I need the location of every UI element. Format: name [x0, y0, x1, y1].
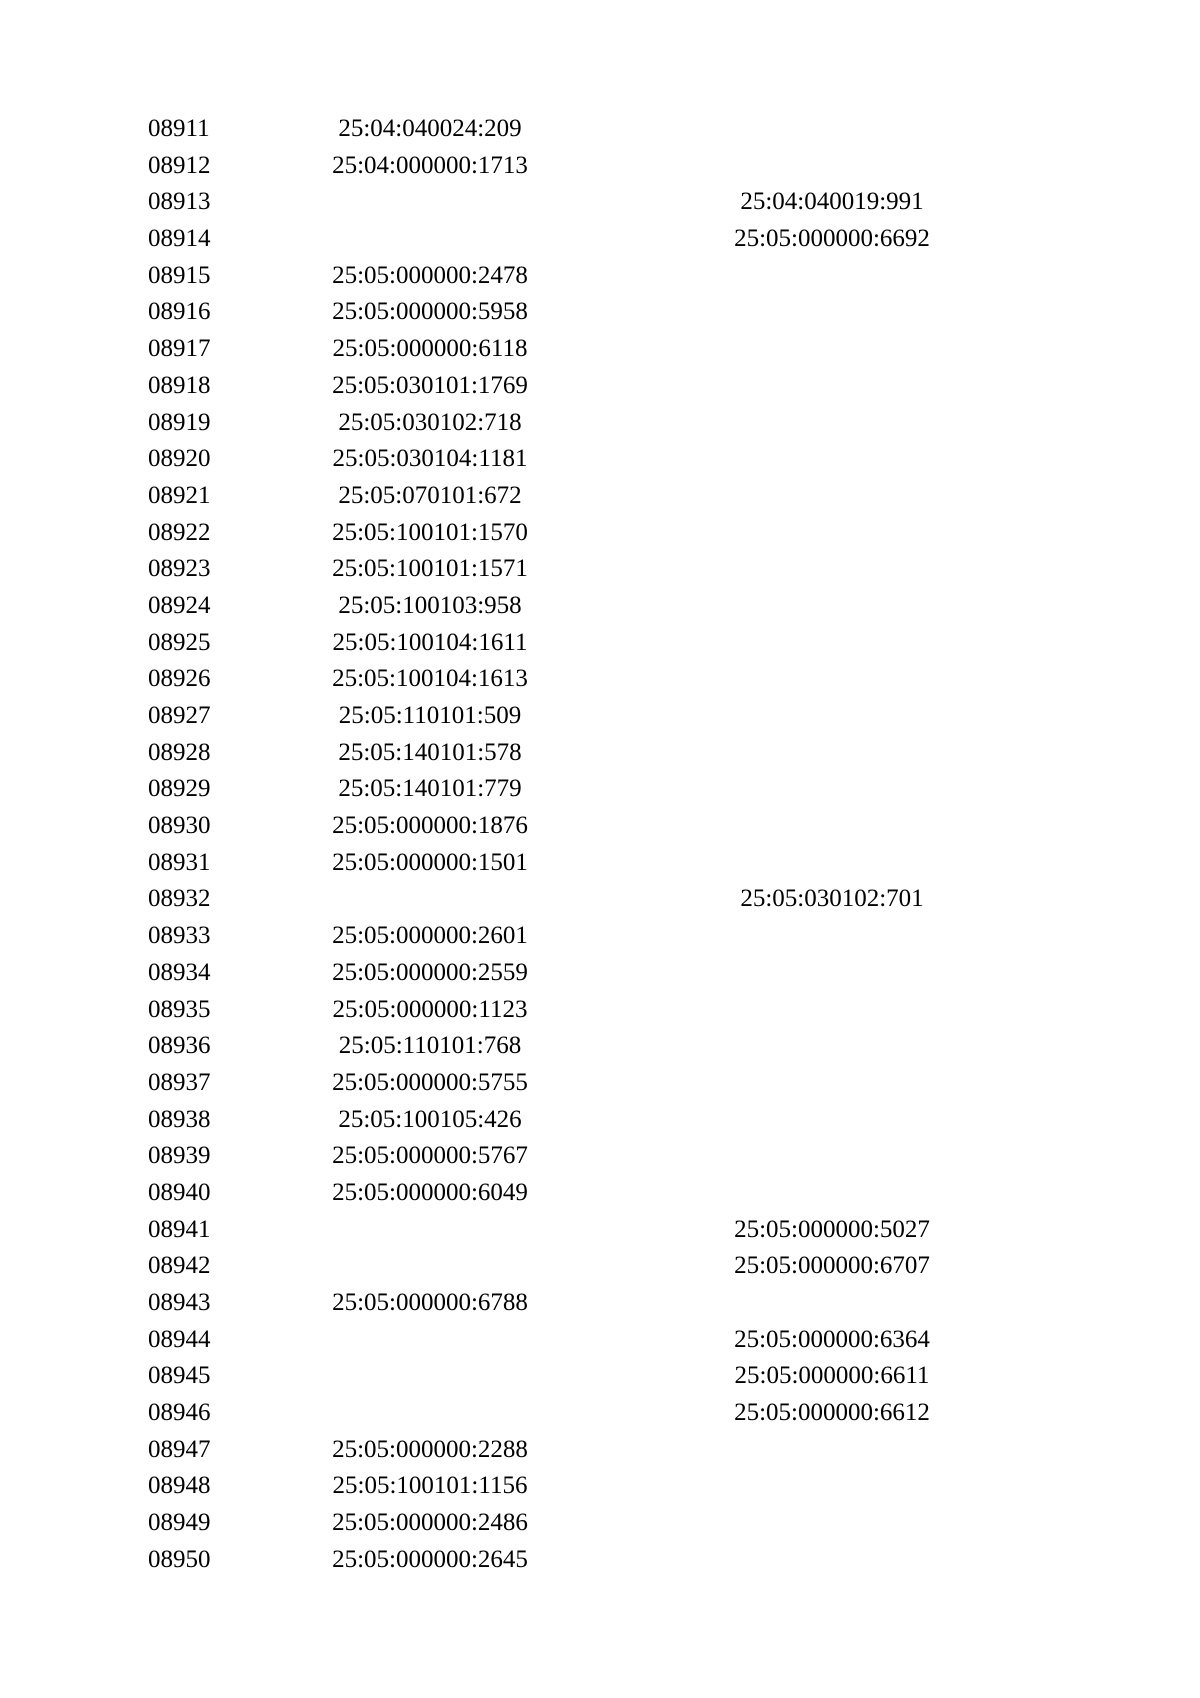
row-number: 08934	[148, 958, 211, 986]
cadastral-number-primary: 25:05:110101:509	[338, 702, 522, 729]
table-row	[0, 184, 1200, 221]
cadastral-number-primary: 25:05:000000:2478	[332, 261, 528, 289]
cadastral-number-secondary: 25:05:000000:6612	[734, 1399, 930, 1427]
table-row	[0, 735, 1200, 772]
row-number: 08930	[148, 812, 211, 840]
row-number: 08912	[148, 151, 211, 179]
row-number: 08924	[148, 591, 211, 619]
row-number: 08919	[148, 408, 211, 436]
table-row	[0, 1542, 1200, 1579]
table-row	[0, 661, 1200, 698]
table-row	[0, 1285, 1200, 1322]
cadastral-number-primary: 25:05:000000:1501	[332, 848, 528, 876]
cadastral-number-primary: 25:05:000000:2601	[332, 922, 528, 950]
cadastral-number-primary: 25:05:100101:1571	[332, 555, 528, 583]
row-number: 08937	[148, 1068, 211, 1096]
cadastral-number-secondary: 25:05:000000:6707	[734, 1252, 930, 1280]
row-number: 08928	[148, 738, 211, 766]
table-row	[0, 771, 1200, 808]
cadastral-number-primary: 25:05:000000:6118	[332, 335, 528, 363]
cadastral-number-primary: 25:05:030102:718	[338, 408, 522, 436]
cadastral-number-primary: 25:05:100101:1570	[332, 518, 528, 546]
row-number: 08915	[148, 261, 211, 289]
row-number: 08933	[148, 922, 211, 950]
table-row	[0, 881, 1200, 918]
cadastral-number-primary: 25:05:110101:768	[338, 1032, 522, 1060]
row-number: 08936	[148, 1032, 211, 1060]
row-number: 08931	[148, 848, 211, 876]
cadastral-number-primary: 25:05:000000:2559	[332, 958, 528, 986]
table-row	[0, 1468, 1200, 1505]
cadastral-number-primary: 25:05:070101:672	[338, 481, 522, 509]
row-number: 08918	[148, 371, 211, 399]
row-number: 08949	[148, 1509, 211, 1537]
table-row	[0, 625, 1200, 662]
row-number: 08938	[148, 1105, 211, 1133]
row-number: 08941	[148, 1215, 211, 1243]
table-row	[0, 845, 1200, 882]
row-number: 08926	[148, 665, 211, 693]
row-number: 08943	[148, 1289, 211, 1316]
cadastral-number-secondary: 25:05:000000:6364	[734, 1325, 930, 1353]
cadastral-number-primary: 25:05:000000:5755	[332, 1068, 528, 1096]
table-row	[0, 955, 1200, 992]
row-number: 08935	[148, 995, 211, 1023]
cadastral-number-primary: 25:05:030101:1769	[332, 371, 528, 399]
cadastral-number-primary: 25:05:140101:779	[338, 775, 522, 803]
row-number: 08916	[148, 298, 211, 326]
cadastral-number-primary: 25:05:140101:578	[338, 738, 522, 766]
cadastral-number-primary: 25:05:000000:6788	[332, 1289, 528, 1316]
record-list	[0, 111, 1200, 1579]
cadastral-number-primary: 25:05:000000:5767	[332, 1142, 528, 1170]
table-row	[0, 551, 1200, 588]
table-row	[0, 515, 1200, 552]
row-number: 08920	[148, 445, 211, 473]
table-row	[0, 221, 1200, 258]
table-row	[0, 148, 1200, 185]
table-row	[0, 1212, 1200, 1249]
table-row	[0, 441, 1200, 478]
row-number: 08946	[148, 1399, 211, 1427]
table-row	[0, 992, 1200, 1029]
row-number: 08927	[148, 702, 211, 729]
row-number: 08917	[148, 335, 211, 363]
cadastral-number-secondary: 25:05:030102:701	[740, 885, 924, 913]
table-row	[0, 258, 1200, 295]
row-number: 08922	[148, 518, 211, 546]
row-number: 08929	[148, 775, 211, 803]
table-row	[0, 368, 1200, 405]
cadastral-number-primary: 25:05:000000:6049	[332, 1178, 528, 1206]
row-number: 08914	[148, 225, 211, 253]
table-row	[0, 405, 1200, 442]
cadastral-number-primary: 25:05:000000:5958	[332, 298, 528, 326]
table-row	[0, 1395, 1200, 1432]
row-number: 08923	[148, 555, 211, 583]
row-number: 08948	[148, 1472, 211, 1500]
table-row	[0, 698, 1200, 735]
table-row	[0, 331, 1200, 368]
cadastral-number-primary: 25:05:100105:426	[338, 1105, 522, 1133]
cadastral-number-primary: 25:05:100104:1613	[332, 665, 528, 693]
cadastral-number-primary: 25:05:030104:1181	[332, 445, 528, 473]
table-row	[0, 111, 1200, 148]
row-number: 08939	[148, 1142, 211, 1170]
table-row	[0, 1505, 1200, 1542]
cadastral-number-secondary: 25:05:000000:6692	[734, 225, 930, 253]
row-number: 08947	[148, 1435, 211, 1463]
table-row	[0, 1322, 1200, 1359]
cadastral-number-primary: 25:05:000000:2486	[332, 1509, 528, 1537]
table-row	[0, 918, 1200, 955]
row-number: 08940	[148, 1178, 211, 1206]
cadastral-number-primary: 25:05:000000:1876	[332, 812, 528, 840]
table-row	[0, 294, 1200, 331]
table-row	[0, 1138, 1200, 1175]
cadastral-number-primary: 25:05:100103:958	[338, 591, 522, 619]
cadastral-number-primary: 25:04:040024:209	[338, 115, 522, 142]
row-number: 08921	[148, 481, 211, 509]
cadastral-number-primary: 25:05:000000:2288	[332, 1435, 528, 1463]
table-row	[0, 1358, 1200, 1395]
row-number: 08913	[148, 188, 211, 216]
row-number: 08944	[148, 1325, 211, 1353]
row-number: 08945	[148, 1362, 211, 1390]
row-number: 08925	[148, 628, 211, 656]
table-row	[0, 1028, 1200, 1065]
table-row	[0, 588, 1200, 625]
table-row	[0, 1432, 1200, 1469]
cadastral-number-primary: 25:05:000000:1123	[332, 995, 528, 1023]
table-row	[0, 1065, 1200, 1102]
table-row	[0, 808, 1200, 845]
table-row	[0, 1248, 1200, 1285]
cadastral-number-secondary: 25:05:000000:6611	[734, 1362, 930, 1390]
table-row	[0, 1175, 1200, 1212]
row-number: 08932	[148, 885, 211, 913]
cadastral-number-primary: 25:05:100104:1611	[332, 628, 528, 656]
row-number: 08942	[148, 1252, 211, 1280]
cadastral-number-secondary: 25:05:000000:5027	[734, 1215, 930, 1243]
cadastral-number-primary: 25:05:100101:1156	[332, 1472, 528, 1500]
row-number: 08911	[148, 115, 210, 142]
cadastral-number-secondary: 25:04:040019:991	[740, 188, 924, 216]
table-row	[0, 1102, 1200, 1139]
cadastral-number-primary: 25:04:000000:1713	[332, 151, 528, 179]
cadastral-number-primary: 25:05:000000:2645	[332, 1545, 528, 1573]
row-number: 08950	[148, 1545, 211, 1573]
table-row	[0, 478, 1200, 515]
